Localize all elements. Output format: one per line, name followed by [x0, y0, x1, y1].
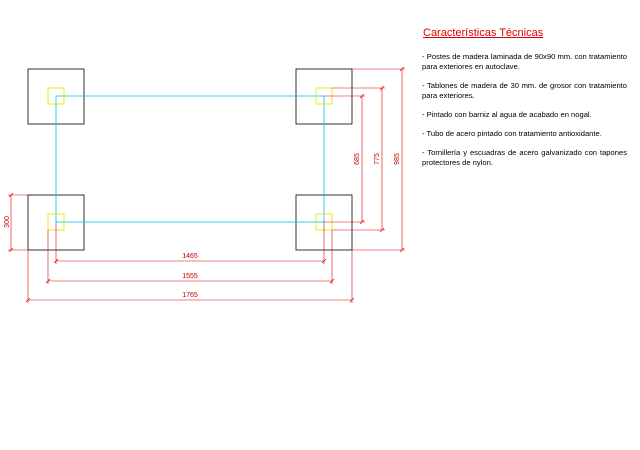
frame-outline [56, 96, 324, 222]
spec-item: - Tablones de madera de 30 mm. de grosor con tratamiento para exteriores. [422, 81, 627, 100]
specs-title: Características Técnicas [423, 27, 544, 39]
dimension-300 [8, 195, 28, 250]
dimension-300-label: 300 [4, 216, 11, 228]
dimension-985-label: 985 [394, 153, 401, 165]
dimension-1465-label: 1465 [182, 253, 198, 260]
spec-item: - Pintado con barniz al agua de acabado en nogal. [422, 110, 592, 119]
spec-item: - Postes de madera laminada de 90x90 mm. con tratamiento para exteriores en autoclave. [422, 52, 627, 71]
spec-item: - Tornillería y escuadras de acero galvanizado con tapones protectores de nylon. [422, 148, 627, 167]
dimension-1555-label: 1555 [182, 273, 198, 280]
dimension-685-label: 685 [354, 153, 361, 165]
spec-item: - Tubo de acero pintado con tratamiento antioxidante. [422, 129, 602, 138]
dimension-1765-label: 1765 [182, 292, 198, 299]
dimension-775-label: 775 [374, 153, 381, 165]
specs-panel [422, 27, 627, 177]
